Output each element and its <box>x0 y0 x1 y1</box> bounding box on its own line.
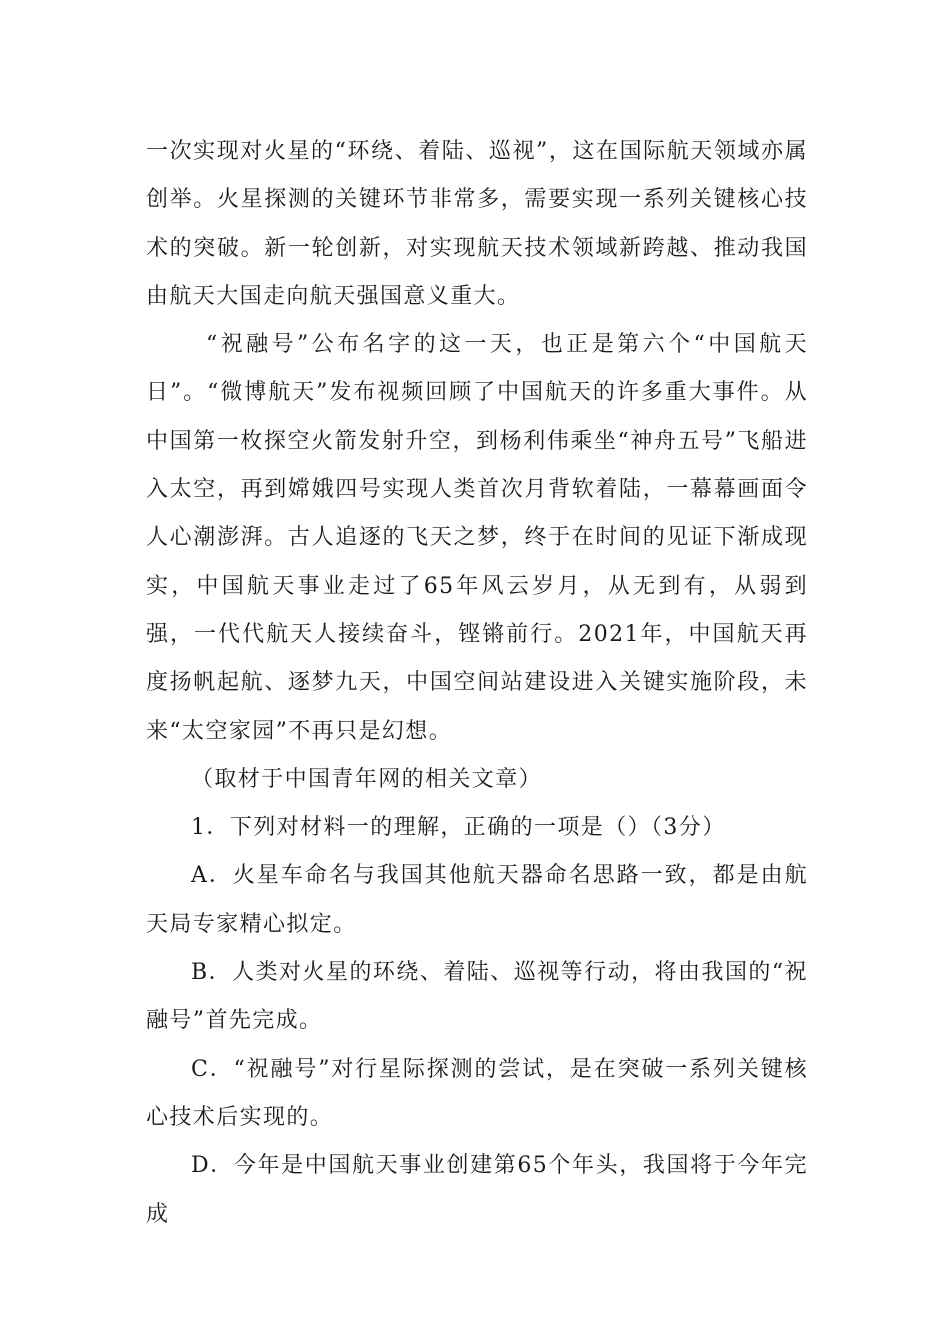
question-option-a: A．火星车命名与我国其他航天器命名思路一致，都是由航天局专家精心拟定。 <box>146 863 808 937</box>
paragraph-space-day: “祝融号”公布名字的这一天，也正是第六个“中国航天日”。“微博航天”发布视频回顾了中国航天的许多重大事件。从中国第一枚探空火箭发射升空，到杨利伟乘坐“神舟五号”飞船进入太空，再到嫦娥四号实现人类首次月背软着陆，一幕幕画面令人心潮澎湃。古人追逐的飞天之梦，终于在时间的见证下渐成现实，中国航天事业走过了65年风云岁月，从无到有，从弱到强，一代代航天人接续奋斗，铿锵前行。2021年，中国航天再度扬帆起航、逐梦九天，中国空间站建设进入关键实施阶段，未来“太空家园”不再只是幻想。 <box>146 332 808 744</box>
document-page <box>146 128 808 1239</box>
question-option-c: C．“祝融号”对行星际探测的尝试，是在突破一系列关键核心技术后实现的。 <box>146 1056 808 1130</box>
question-option-b: B．人类对火星的环绕、着陆、巡视等行动，将由我国的“祝融号”首先完成。 <box>146 960 808 1034</box>
paragraph-mars-exploration: 一次实现对火星的“环绕、着陆、巡视”，这在国际航天领域亦属创举。火星探测的关键环节非常多，需要实现一系列关键核心技术的突破。新一轮创新，对实现航天技术领域新跨越、推动我国由航天大国走向航天强国意义重大。 <box>146 139 808 309</box>
source-note: （取材于中国青年网的相关文章） <box>191 766 543 792</box>
question-stem: 1．下列对材料一的理解，正确的一项是（）（3分） <box>191 815 726 841</box>
question-option-d: D．今年是中国航天事业创建第65个年头，我国将于今年完成 <box>146 1153 808 1227</box>
